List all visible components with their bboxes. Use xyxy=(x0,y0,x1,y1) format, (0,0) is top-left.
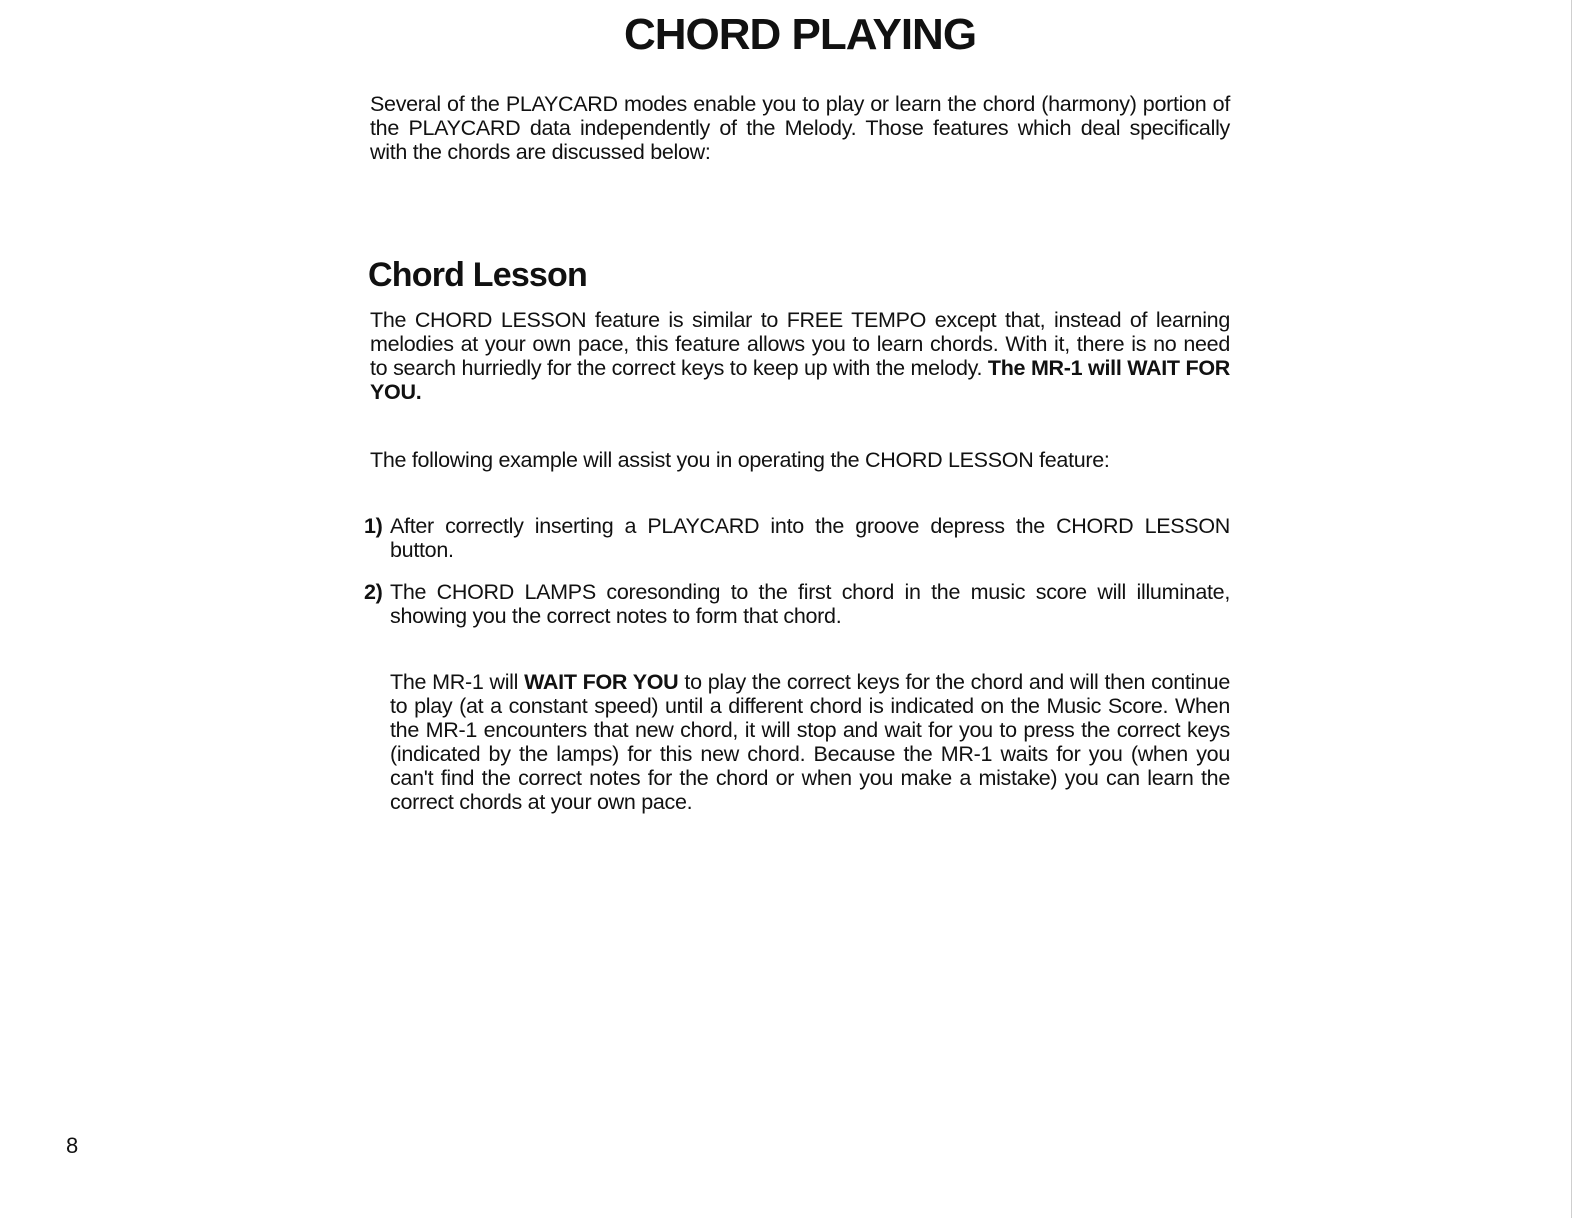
step-item-1 xyxy=(364,514,1230,562)
chord-lesson-paragraph-text: The CHORD LESSON feature is similar to FREE TEMPO except that, instead of learning melodies at your own pace, this feature allows you to learn chords. With it, there is no need to search hurriedly for the correct keys to keep up with the melody. xyxy=(370,308,1230,380)
chord-lesson-paragraph xyxy=(370,308,1230,404)
step-number: 2) xyxy=(364,580,383,604)
wait-para-before: The MR-1 will xyxy=(390,670,519,694)
wait-para-after: to play the correct keys for the chord and will then continue to play (at a constant speed) until a different chord is indicated on the Music Score. When the MR-1 encounters that new chord, it will stop and wait for you to press the correct keys (indicated by the lamps) for this new chord. Because the MR-1 waits for you (when you can't find the correct notes for the chord or when you make a mistake) you can learn the correct chords at your own pace. xyxy=(390,670,1230,814)
example-intro-paragraph: The following example will assist you in operating the CHORD LESSON feature: xyxy=(370,448,1110,472)
step-text: After correctly inserting a PLAYCARD into the groove depress the CHORD LESSON button. xyxy=(390,514,1230,562)
chord-lesson-emphasis: The MR-1 will WAIT FOR YOU. xyxy=(370,356,1230,404)
intro-paragraph: Several of the PLAYCARD modes enable you to play or learn the chord (harmony) portion of the PLAYCARD data independently of the Melody. Those features which deal specifically with the chords are discussed below: xyxy=(370,92,1230,164)
section-heading-chord-lesson: Chord Lesson xyxy=(368,256,587,294)
step-number: 1) xyxy=(364,514,383,538)
step-item-2 xyxy=(364,580,1230,628)
page-number: 8 xyxy=(66,1133,79,1158)
step-text: The CHORD LAMPS coresonding to the first chord in the music score will illuminate, showing you the correct notes to form that chord. xyxy=(390,580,1230,628)
page-title: CHORD PLAYING xyxy=(623,10,977,59)
page-edge-divider xyxy=(1571,0,1572,1218)
wait-para-emphasis: WAIT FOR YOU xyxy=(524,670,679,694)
wait-for-you-paragraph xyxy=(390,670,1230,814)
